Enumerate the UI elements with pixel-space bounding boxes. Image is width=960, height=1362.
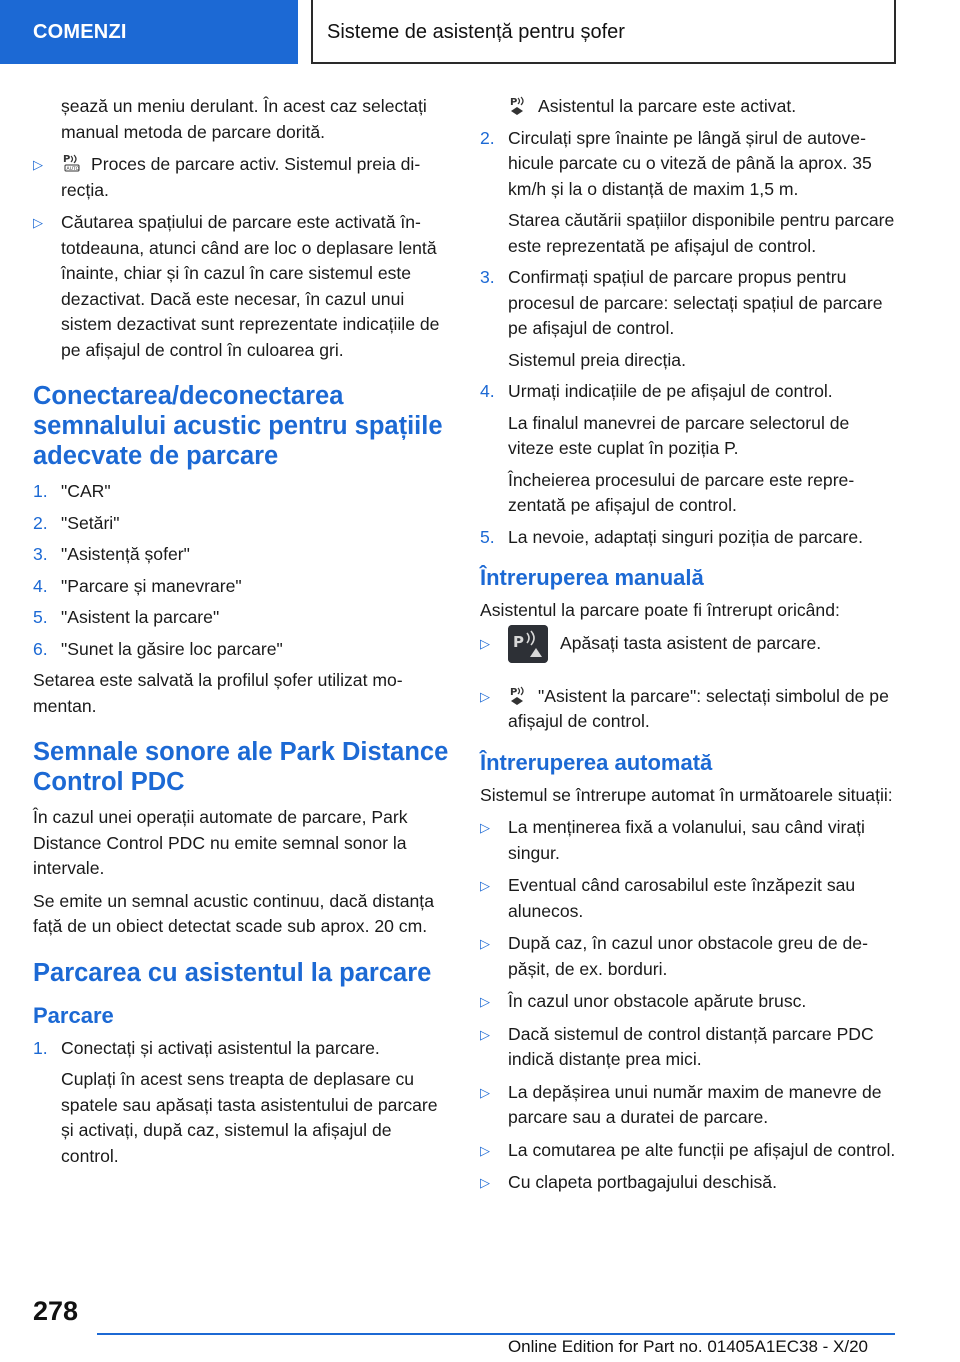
list-item (480, 815, 898, 866)
bullet-text: La menținerea fixă a volanului, sau când virați singur. (508, 817, 865, 863)
list-item (480, 1080, 898, 1131)
triangle-bullet-icon: ▷ (33, 157, 43, 172)
svg-text:P: P (510, 97, 518, 108)
manual-intro: Asistentul la parcare poate fi întrerupt oricând: (480, 600, 840, 620)
heading-park-assist: Parcarea cu asistentul la parcare (33, 958, 432, 987)
step-number: 1. (33, 1037, 48, 1058)
step-subtext (480, 94, 898, 120)
list-item (33, 542, 449, 568)
settings-steps (33, 479, 449, 662)
step-subtext: Sistemul preia direcția. (508, 349, 686, 370)
step-number: 1. (33, 481, 48, 501)
activated-text: Asistentul la parcare este activat. (538, 96, 797, 116)
step-text: Confirmați spațiul de parcare propus pentru procesul de parcare: selectați spațiul de parcare pe afișajul de control. (508, 267, 883, 338)
step-number: 2. (480, 127, 495, 148)
heading-manual-interrupt: Întreruperea manuală (480, 565, 704, 590)
list-item (480, 1022, 898, 1073)
list-item (480, 1170, 898, 1196)
step-number: 3. (33, 544, 48, 564)
list-item (480, 525, 898, 551)
list-item (480, 1138, 898, 1164)
list-item (480, 931, 898, 982)
step-text: "Parcare și manevrare" (61, 575, 242, 596)
list-item (33, 1036, 449, 1062)
svg-text:P: P (510, 686, 518, 698)
page-number: 278 (33, 1296, 79, 1326)
bullet-item (33, 152, 449, 203)
step-text: "Sunet la găsire loc parcare" (61, 638, 283, 659)
list-item (33, 574, 449, 600)
right-column (480, 94, 898, 1203)
triangle-bullet-icon: ▷ (480, 1084, 490, 1100)
bullet-text: Eventual când carosabilul este înzăpezit sau alunecos. (508, 875, 856, 921)
triangle-bullet-icon: ▷ (33, 215, 43, 230)
svg-text:P: P (63, 154, 71, 165)
bullet-text: Proces de parcare activ. Sistemul preia direcția. (61, 154, 421, 200)
step-subtext: Cuplați în acest sens treapta de deplasare cu spatele sau apăsați tasta asistentului de parcare și activați, după caz, sistemul la afișajul de control. (61, 1069, 438, 1166)
heading-sound-toggle: Conectarea/deconectarea semnalului acustic pentru spațiile adecvate de parcare (33, 382, 443, 470)
bullet-text: La comutarea pe alte funcții pe afișajul de control. (508, 1139, 896, 1160)
bullet-text: Cu clapeta portbagajului deschisă. (508, 1172, 777, 1192)
edition-note: Online Edition for Part no. 01405A1EC38 - X/20 (507, 1337, 868, 1356)
step-number: 5. (33, 607, 48, 627)
step-number: 2. (33, 512, 48, 533)
triangle-bullet-icon: ▷ (480, 688, 490, 704)
pdc-paragraph: În cazul unei operații automate de parcare, Park Distance Control PDC nu emite semnal sonor la intervale. (33, 807, 408, 878)
step-text: Circulați spre înainte pe lângă șirul de autovehicule parcate cu o viteză de până la aprox. 35 km/h și la o distanță de maxim 1,5 m. (508, 127, 872, 199)
list-item (33, 637, 449, 663)
svg-text:AUTO: AUTO (66, 167, 80, 172)
park-assist-active-icon (508, 94, 530, 116)
step-text: "Setări" (61, 512, 120, 533)
step-subtext: Încheierea procesului de parcare este reprezentată pe afișajul de control. (508, 469, 855, 515)
list-item (480, 265, 898, 342)
step-text: Conectați și activați asistentul la parcare. (61, 1037, 380, 1058)
step-subtext: Starea căutării spațiilor disponibile pentru parcare este reprezentată pe afișajul de control. (508, 210, 895, 256)
step-number: 6. (33, 638, 48, 659)
park-assist-active-icon (508, 684, 530, 706)
footer-rule (97, 1333, 895, 1335)
left-column (33, 94, 449, 1175)
triangle-bullet-icon: ▷ (480, 936, 490, 951)
bullet-text: După caz, în cazul unor obstacole greu de depășit, de ex. borduri. (508, 933, 868, 979)
bullet-item (33, 210, 449, 363)
triangle-bullet-icon: ▷ (480, 1175, 490, 1190)
triangle-bullet-icon: ▷ (480, 820, 490, 835)
bullet-text: "Asistent la parcare": selectați simbolul de pe afișajul de control. (508, 685, 889, 731)
step-number: 4. (480, 381, 495, 401)
auto-conditions-list (480, 815, 898, 1196)
step-number: 3. (480, 267, 495, 287)
chapter-title: Sisteme de asistență pentru șofer (327, 21, 625, 43)
list-item (480, 126, 898, 203)
auto-intro: Sistemul se întrerupe automat în următoarele situații: (480, 784, 893, 805)
pdc-paragraph: Se emite un semnal acustic continuu, dacă distanța față de un obiect detectat scade sub aprox. 20 cm. (33, 890, 434, 936)
triangle-bullet-icon: ▷ (480, 994, 490, 1009)
step-subtext: La finalul manevrei de parcare selectorul de viteze este cuplat în poziția P. (508, 412, 850, 458)
step-text: "Asistență șofer" (61, 544, 190, 564)
svg-text:P: P (513, 632, 524, 651)
step-text: "CAR" (61, 481, 111, 501)
triangle-bullet-icon: ▷ (480, 635, 490, 651)
list-item (33, 511, 449, 537)
bullet-item (480, 684, 898, 735)
triangle-bullet-icon: ▷ (480, 878, 490, 893)
step-text: Urmați indicațiile de pe afișajul de control. (508, 381, 833, 401)
list-item (33, 479, 449, 505)
step-text: La nevoie, adaptați singuri poziția de parcare. (508, 526, 864, 547)
list-item (480, 873, 898, 924)
list-item (480, 989, 898, 1015)
bullet-item (480, 631, 898, 677)
saved-note: Setarea este salvată la profilul șofer utilizat momentan. (33, 670, 403, 716)
heading-pdc-signals: Semnale sonore ale Park Distance Control PDC (33, 738, 449, 796)
bullet-text: Căutarea spațiului de parcare este activată întotdeauna, atunci când are loc o deplasare lentă înainte, chiar și în cazul în care sistemul este dezactivat. Dacă este necesar, în cazul unui sistem dezactivat sunt reprezentate indicațiile de pe afișajul de control în culoarea gri. (61, 212, 440, 360)
continued-text: șează un meniu derulant. În acest caz selectați manual metoda de parcare dorită. (61, 96, 427, 142)
list-item (480, 379, 898, 405)
section-tab: COMENZI (0, 0, 298, 64)
step-number: 4. (33, 575, 48, 596)
step-number: 5. (480, 526, 495, 547)
list-item (33, 605, 449, 631)
step-text: "Asistent la parcare" (61, 607, 220, 627)
bullet-text: La depășirea unui număr maxim de manevre de parcare sau a duratei de parcare. (508, 1081, 882, 1127)
heading-auto-interrupt: Întreruperea automată (480, 749, 713, 775)
park-assist-button-icon (508, 625, 548, 663)
heading-parking: Parcare (33, 1002, 114, 1028)
triangle-bullet-icon: ▷ (480, 1142, 490, 1158)
park-assist-auto-icon (61, 152, 83, 174)
bullet-text: Dacă sistemul de control distanță parcare PDC indică distanțe prea mici. (508, 1023, 874, 1069)
chapter-header (311, 0, 896, 64)
triangle-bullet-icon: ▷ (480, 1026, 490, 1042)
bullet-text: În cazul unor obstacole apărute brusc. (508, 991, 807, 1011)
bullet-text: Apăsați tasta asistent de parcare. (560, 632, 822, 653)
